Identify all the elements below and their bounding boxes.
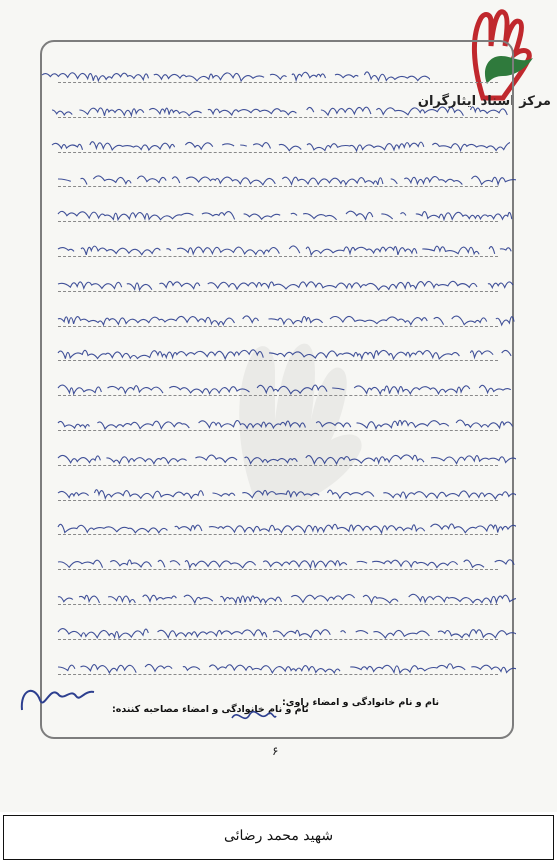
- narrator-signature-label: نام و نام خانوادگی و امضاء راوی:: [282, 697, 440, 708]
- caption-text: شهید محمد رضائی: [223, 828, 334, 844]
- interviewer-signature-label: نام و نام خانوادگی و امضاء مصاحبه کننده:: [112, 704, 309, 715]
- handwritten-line: [56, 204, 516, 222]
- interviewer-signature: [14, 680, 104, 720]
- handwritten-line: [56, 483, 516, 501]
- handwritten-line: [56, 378, 516, 396]
- handwritten-line: [56, 448, 516, 466]
- handwritten-line: [50, 135, 510, 153]
- handwritten-line: [56, 169, 516, 187]
- handwritten-line: [56, 413, 516, 431]
- handwritten-line: [56, 517, 516, 535]
- narrator-signature: [228, 704, 278, 730]
- handwritten-line: [56, 309, 516, 327]
- handwritten-line: [56, 552, 516, 570]
- handwritten-line: [56, 657, 516, 675]
- handwritten-line: [56, 343, 516, 361]
- handwritten-line: [50, 100, 510, 118]
- handwritten-line: [56, 239, 516, 257]
- handwritten-line: [56, 622, 516, 640]
- logo-caption: مرکز اسناد ایثارگران: [417, 94, 551, 109]
- handwritten-line: [56, 274, 516, 292]
- caption-box: [3, 815, 554, 860]
- handwritten-line: [40, 65, 430, 83]
- page-number: ۶: [272, 744, 279, 758]
- handwritten-line: [56, 587, 516, 605]
